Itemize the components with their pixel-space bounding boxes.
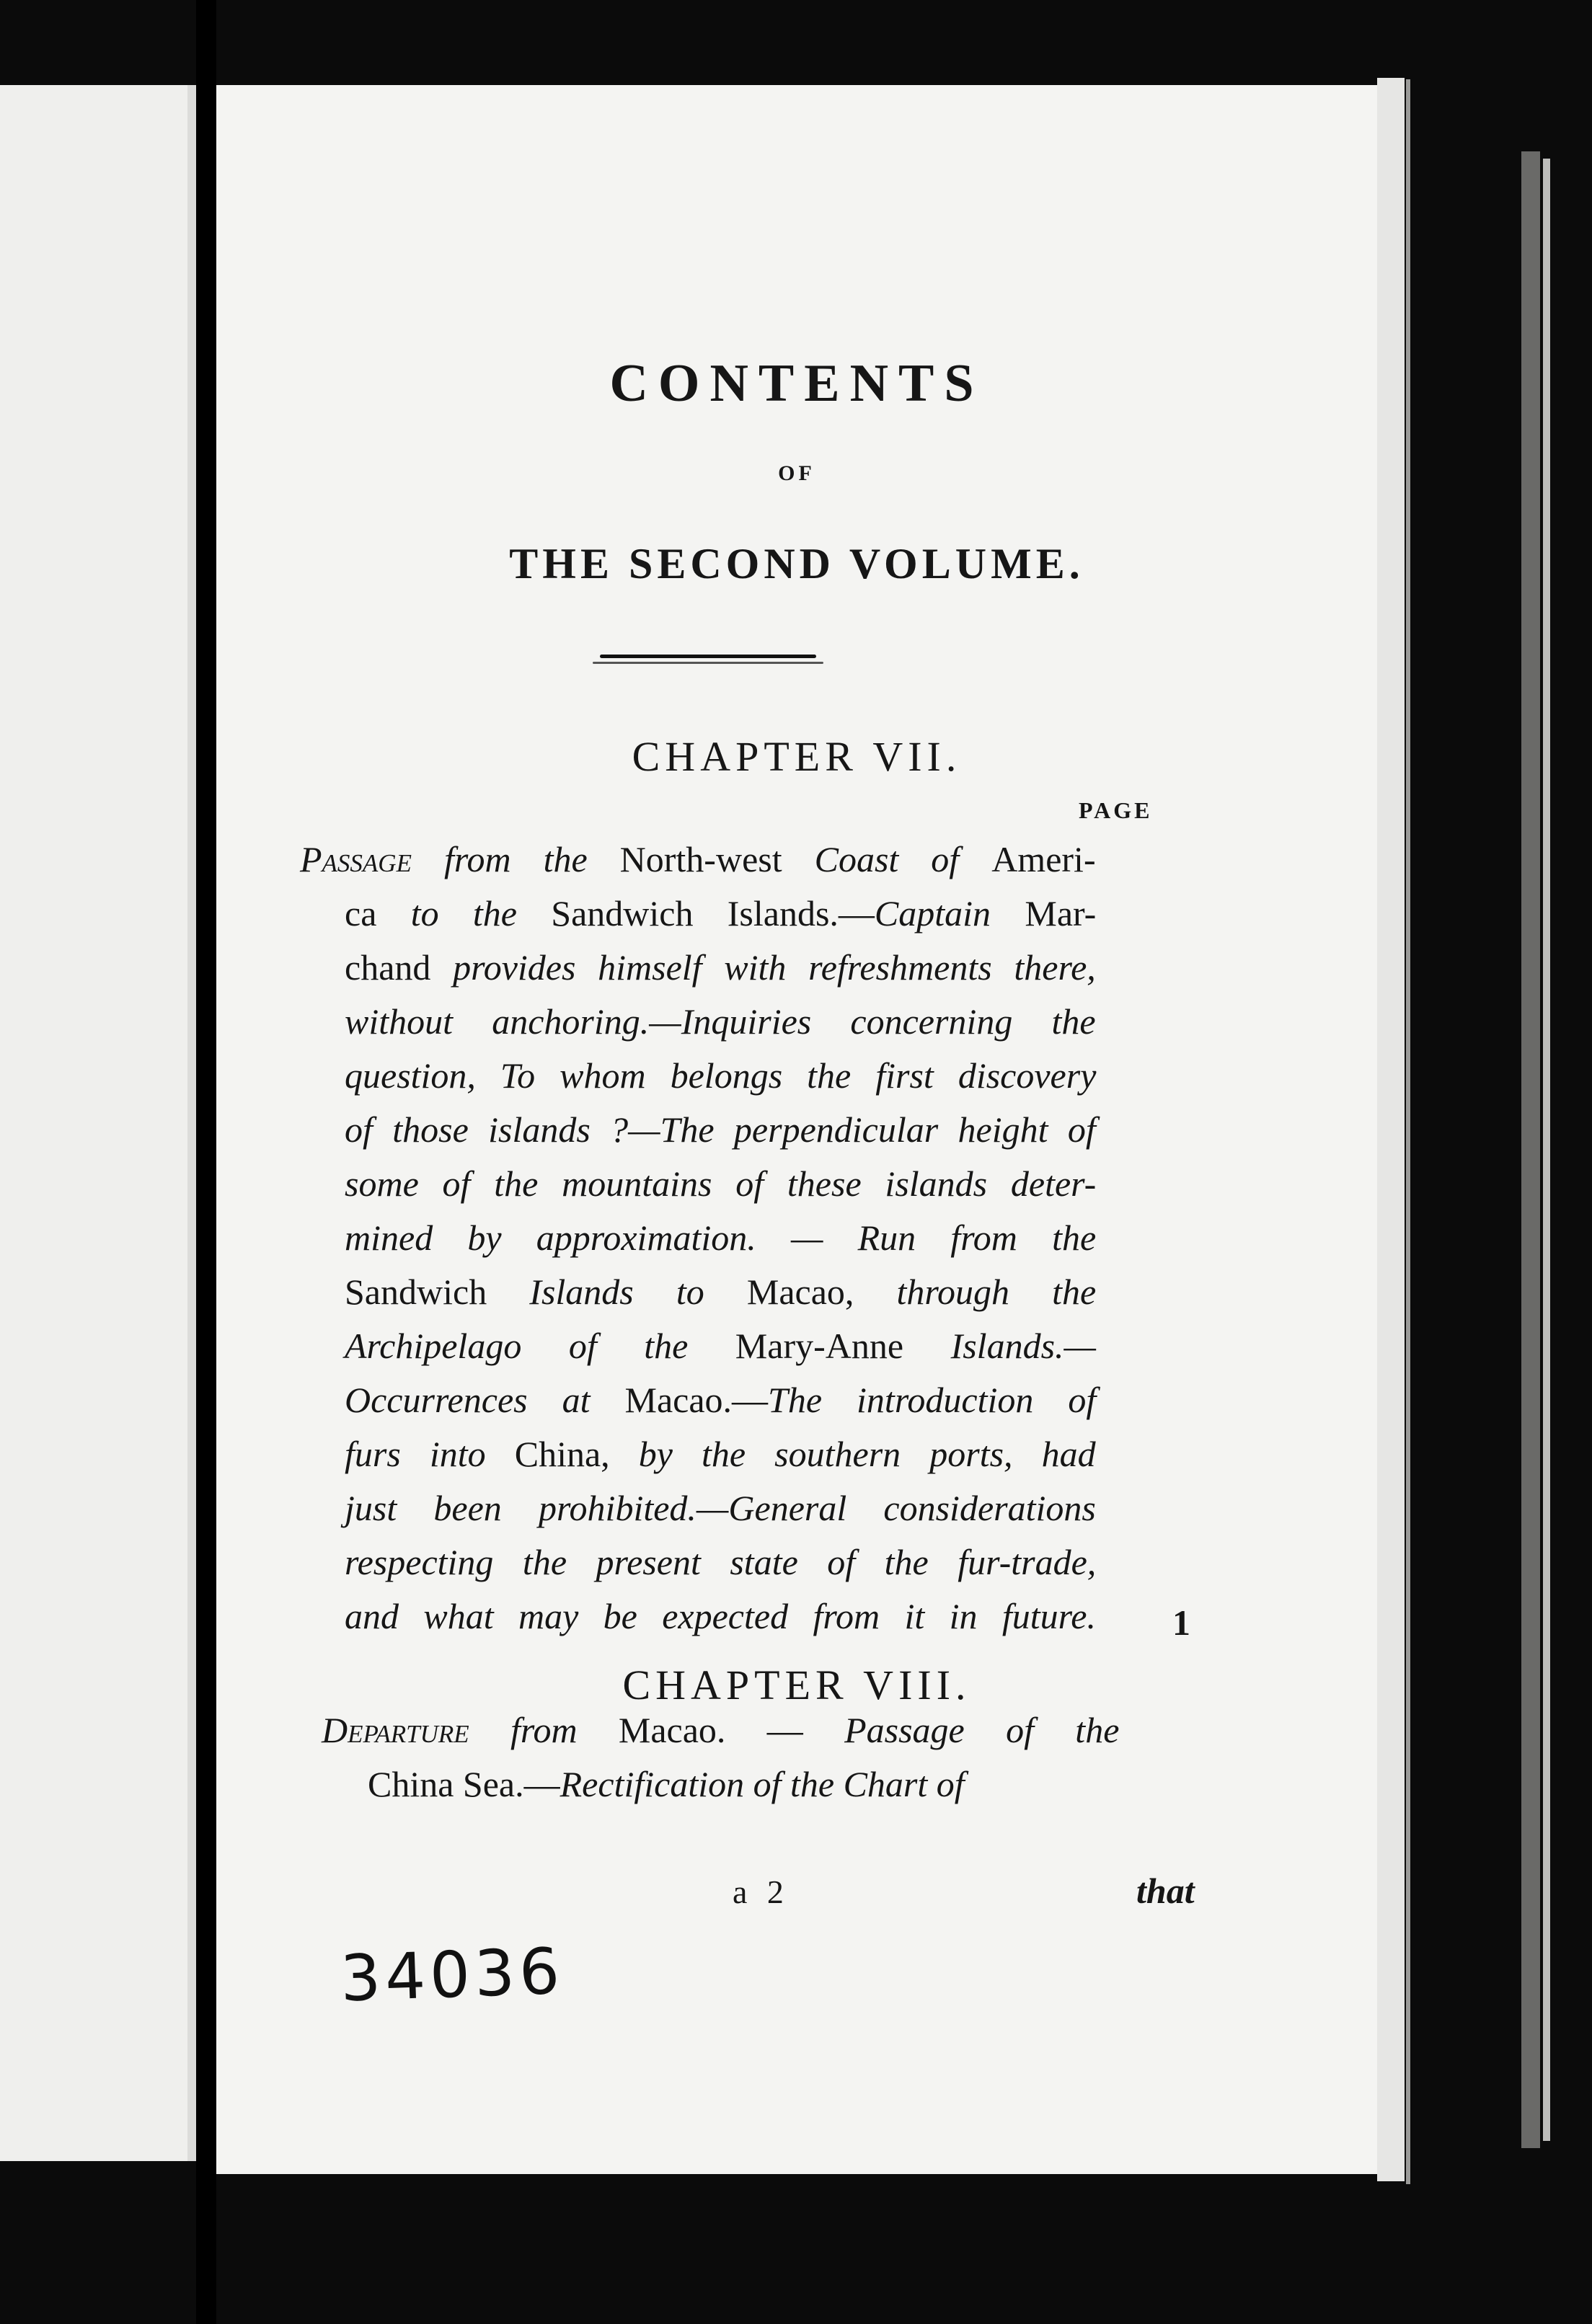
page-edge <box>1377 78 1405 2181</box>
synopsis-line: mined by approximation. — Run from the <box>345 1218 1097 1258</box>
book-spine <box>1521 151 1540 2148</box>
synopsis-line: ca to the Sandwich Islands.—Captain Mar- <box>345 893 1097 933</box>
synopsis-line: Sandwich Islands to Macao, through the <box>345 1272 1097 1312</box>
chapter-8-heading: CHAPTER VIII. <box>622 1662 971 1708</box>
synopsis-line: question, To whom belongs the first discovery <box>345 1055 1097 1096</box>
contents-title: CONTENTS <box>609 354 984 413</box>
synopsis-line: and what may be expected from it in future. <box>345 1596 1096 1636</box>
title-of: OF <box>778 461 815 485</box>
page-column-label: PAGE <box>1079 797 1153 823</box>
chapter-7-heading: CHAPTER VII. <box>632 733 962 780</box>
synopsis-line: chand provides himself with refreshments there, <box>345 947 1096 988</box>
synopsis-line: furs into China, by the southern ports, had <box>345 1434 1096 1474</box>
synopsis-line: Archipelago of the Mary-Anne Islands.— <box>345 1326 1096 1366</box>
synopsis-line: China Sea.—Rectification of the Chart of <box>368 1764 965 1804</box>
decorative-rule-thin <box>593 662 823 664</box>
synopsis-line: Departure from Macao. — Passage of the <box>322 1710 1120 1750</box>
gutter <box>196 0 216 2324</box>
synopsis-line: respecting the present state of the fur-trade, <box>345 1542 1097 1582</box>
document-page <box>216 85 1377 2174</box>
facing-page <box>0 85 196 2161</box>
catchword: that <box>1136 1871 1195 1911</box>
synopsis-line: just been prohibited.—General considerations <box>345 1488 1096 1528</box>
volume-title: THE SECOND VOLUME. <box>509 540 1084 587</box>
synopsis-line: of those islands ?—The perpendicular height of <box>345 1109 1096 1150</box>
decorative-rule <box>600 655 816 658</box>
synopsis-line: Passage from the North-west Coast of Ameri- <box>300 839 1096 879</box>
page-edge-line <box>1406 79 1410 2184</box>
handwritten-accession-number: 34036 <box>339 1933 565 2016</box>
signature-mark: a 2 <box>733 1873 790 1910</box>
synopsis-line: Occurrences at Macao.—The introduction of <box>345 1380 1097 1420</box>
synopsis-line: without anchoring.—Inquiries concerning the <box>345 1001 1096 1042</box>
book-spine-edge <box>1543 159 1550 2141</box>
synopsis-line: some of the mountains of these islands deter- <box>345 1163 1097 1204</box>
page-number-entry: 1 <box>1172 1602 1190 1643</box>
